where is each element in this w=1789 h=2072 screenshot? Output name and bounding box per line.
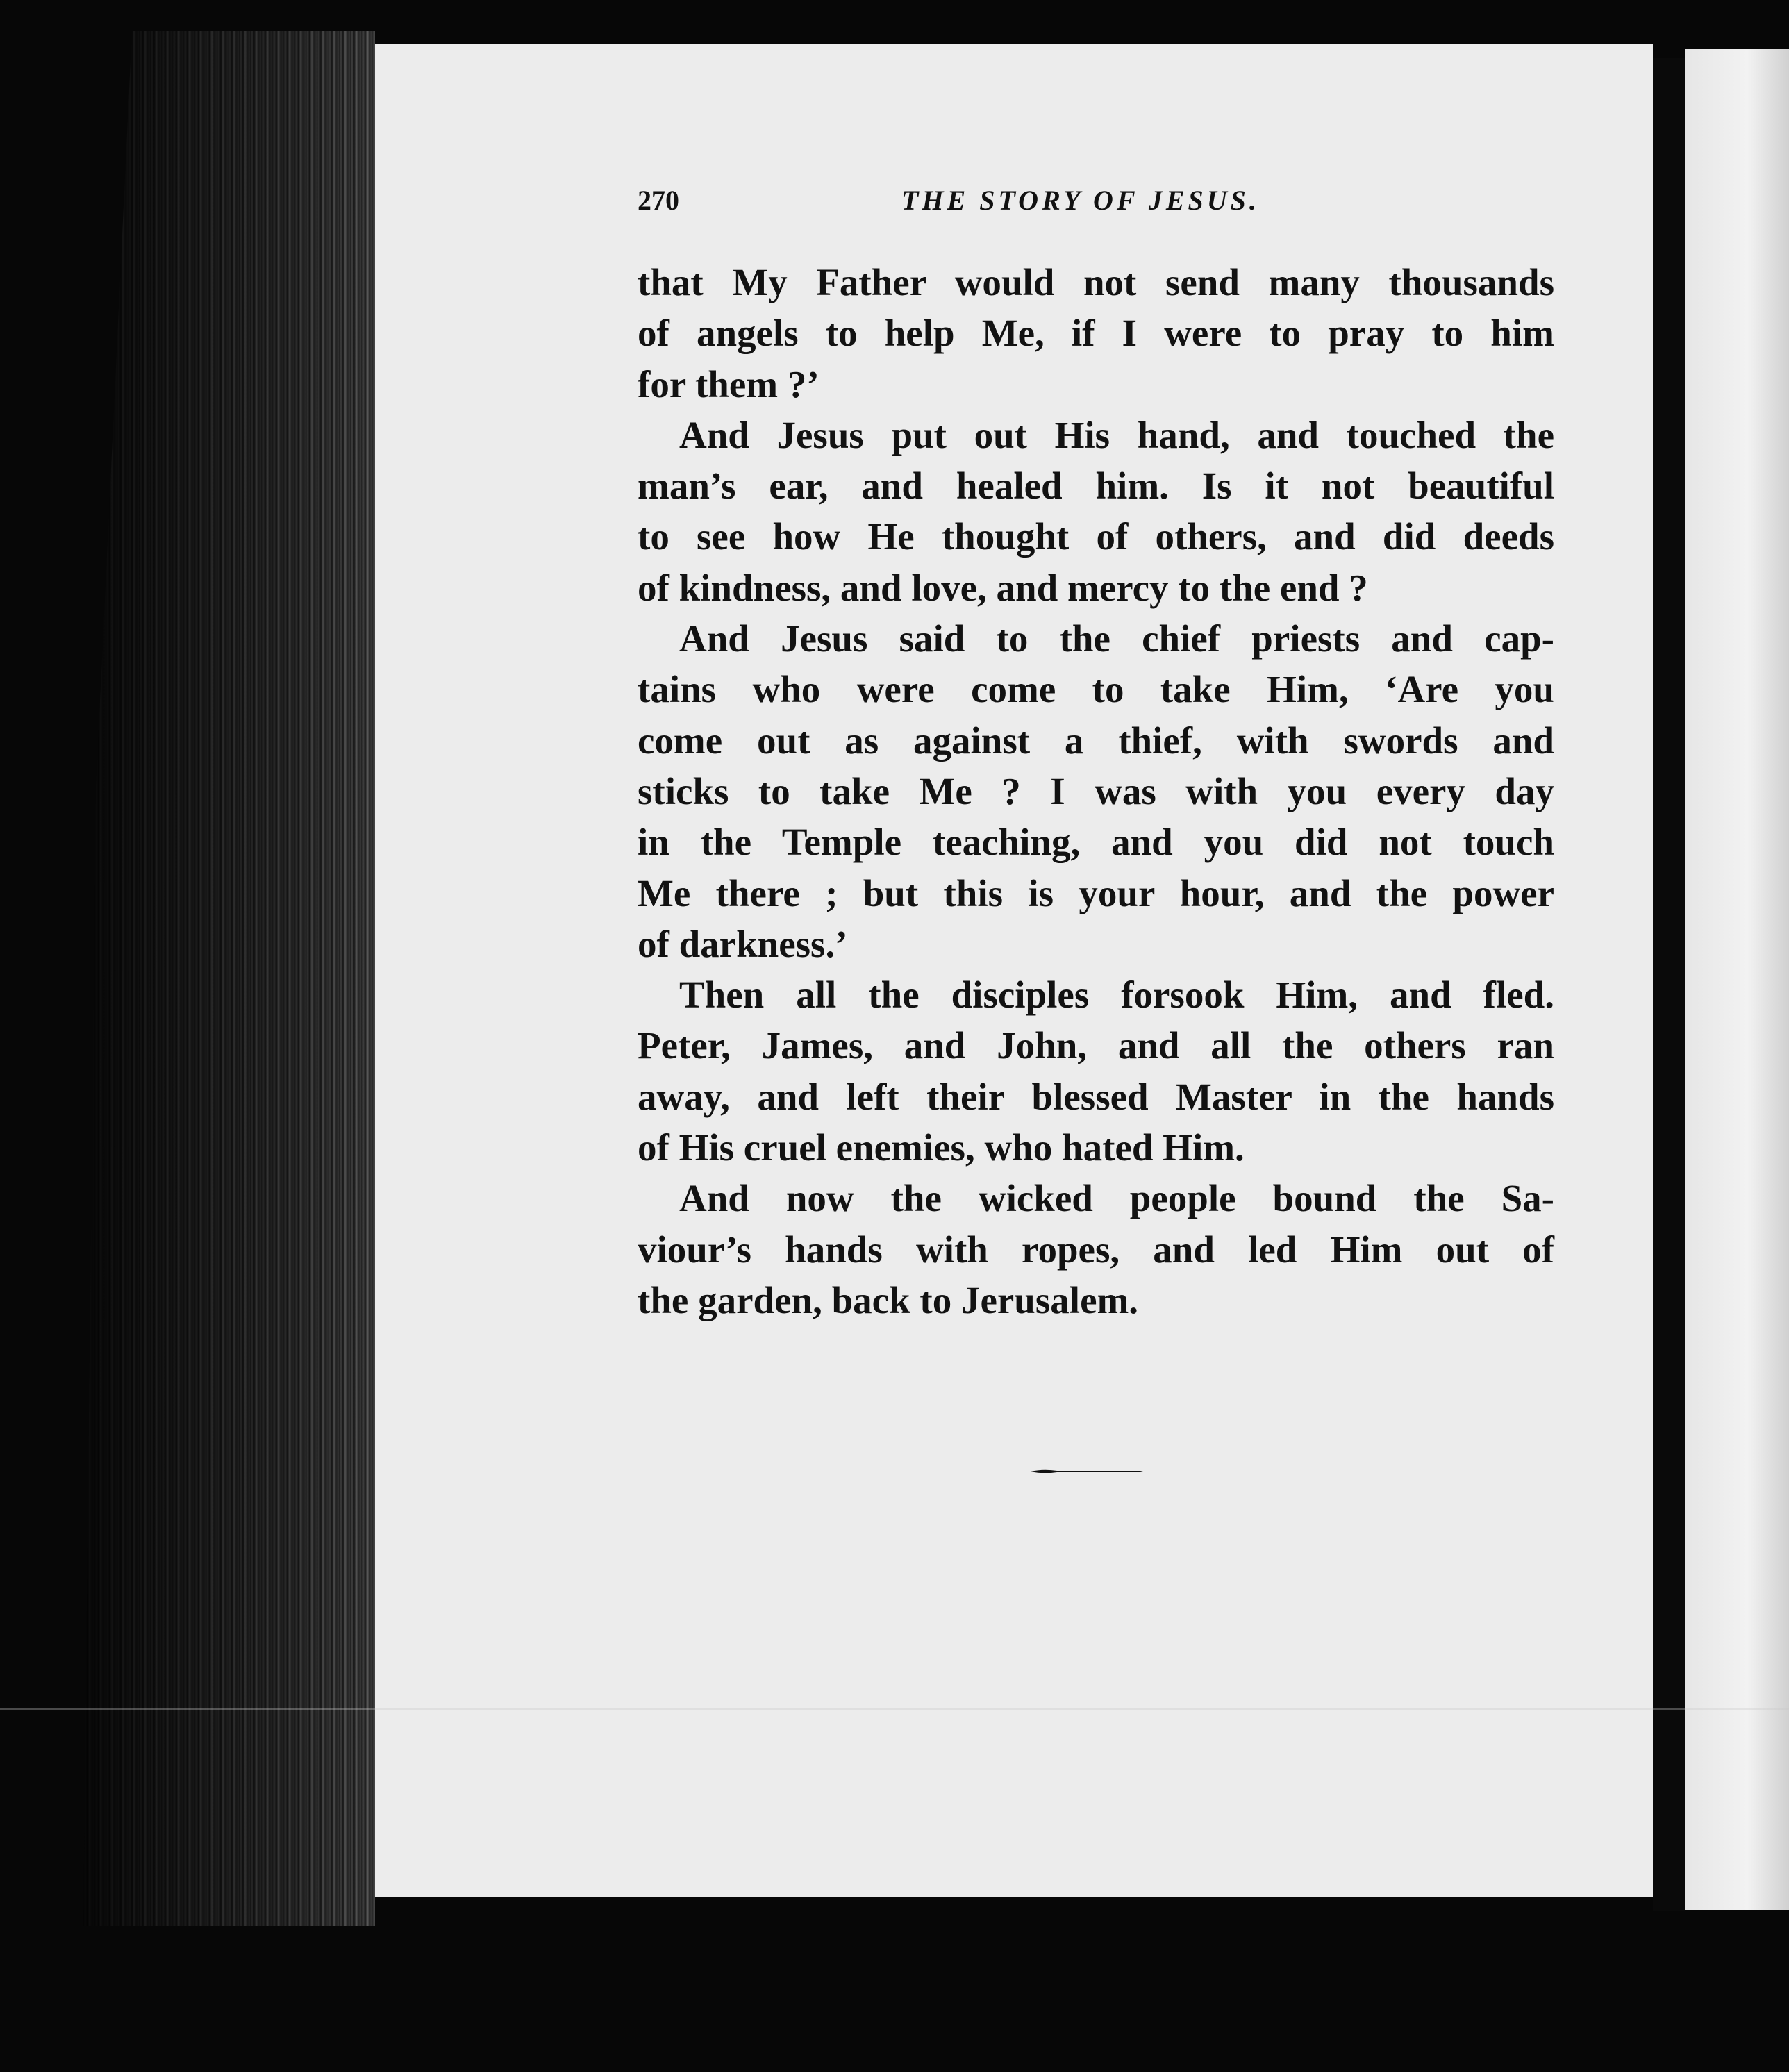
text-line: And Jesus said to the chief priests and cap- bbox=[679, 617, 1554, 660]
text-line: Then all the disciples forsook Him, and fled. bbox=[679, 974, 1554, 1017]
paragraph bbox=[638, 613, 1554, 969]
text-line: that My Father would not send many thousands bbox=[638, 261, 1554, 303]
text-line: of His cruel enemies, who hated Him. bbox=[638, 1126, 1245, 1169]
text-line: of darkness.’ bbox=[638, 922, 848, 965]
paragraph bbox=[638, 410, 1554, 613]
text-line: Me there ; but this is your hour, and the power bbox=[638, 871, 1554, 914]
text-line: for them ?’ bbox=[638, 362, 819, 406]
text-line: of angels to help Me, if I were to pray to him bbox=[638, 312, 1554, 355]
text-line: Peter, James, and John, and all the others ran bbox=[638, 1024, 1554, 1067]
text-line: And Jesus put out His hand, and touched the bbox=[679, 413, 1554, 456]
page-edges bbox=[83, 31, 375, 1926]
text-line: sticks to take Me ? I was with you every day bbox=[638, 769, 1554, 812]
body-text bbox=[638, 257, 1554, 1326]
text-line: to see how He thought of others, and did deeds bbox=[638, 515, 1554, 558]
paragraph bbox=[638, 257, 1554, 410]
paragraph bbox=[638, 969, 1554, 1173]
text-line: away, and left their blessed Master in the hands bbox=[638, 1075, 1554, 1118]
text-line: viour’s hands with ropes, and led Him out of bbox=[638, 1228, 1554, 1271]
text-line: man’s ear, and healed him. Is it not beautiful bbox=[638, 465, 1554, 508]
text-line: in the Temple teaching, and you did not touch bbox=[638, 821, 1554, 864]
text-line: And now the wicked people bound the Sa- bbox=[679, 1177, 1554, 1220]
running-title: THE STORY OF JESUS. bbox=[901, 185, 1260, 216]
gutter-shadow bbox=[1653, 58, 1685, 1911]
text-line: of kindness, and love, and mercy to the end ? bbox=[638, 566, 1368, 609]
tailpiece-rule bbox=[1029, 1468, 1145, 1475]
facing-page-edge bbox=[1685, 49, 1789, 1910]
paragraph bbox=[638, 1173, 1554, 1326]
text-line: tains who were come to take Him, ‘Are you bbox=[638, 668, 1554, 711]
page-number: 270 bbox=[638, 185, 679, 216]
text-line: come out as against a thief, with swords and bbox=[638, 719, 1554, 762]
page-header bbox=[638, 184, 1554, 226]
text-line: the garden, back to Jerusalem. bbox=[638, 1278, 1139, 1321]
scan-scratch bbox=[0, 1708, 1789, 1710]
